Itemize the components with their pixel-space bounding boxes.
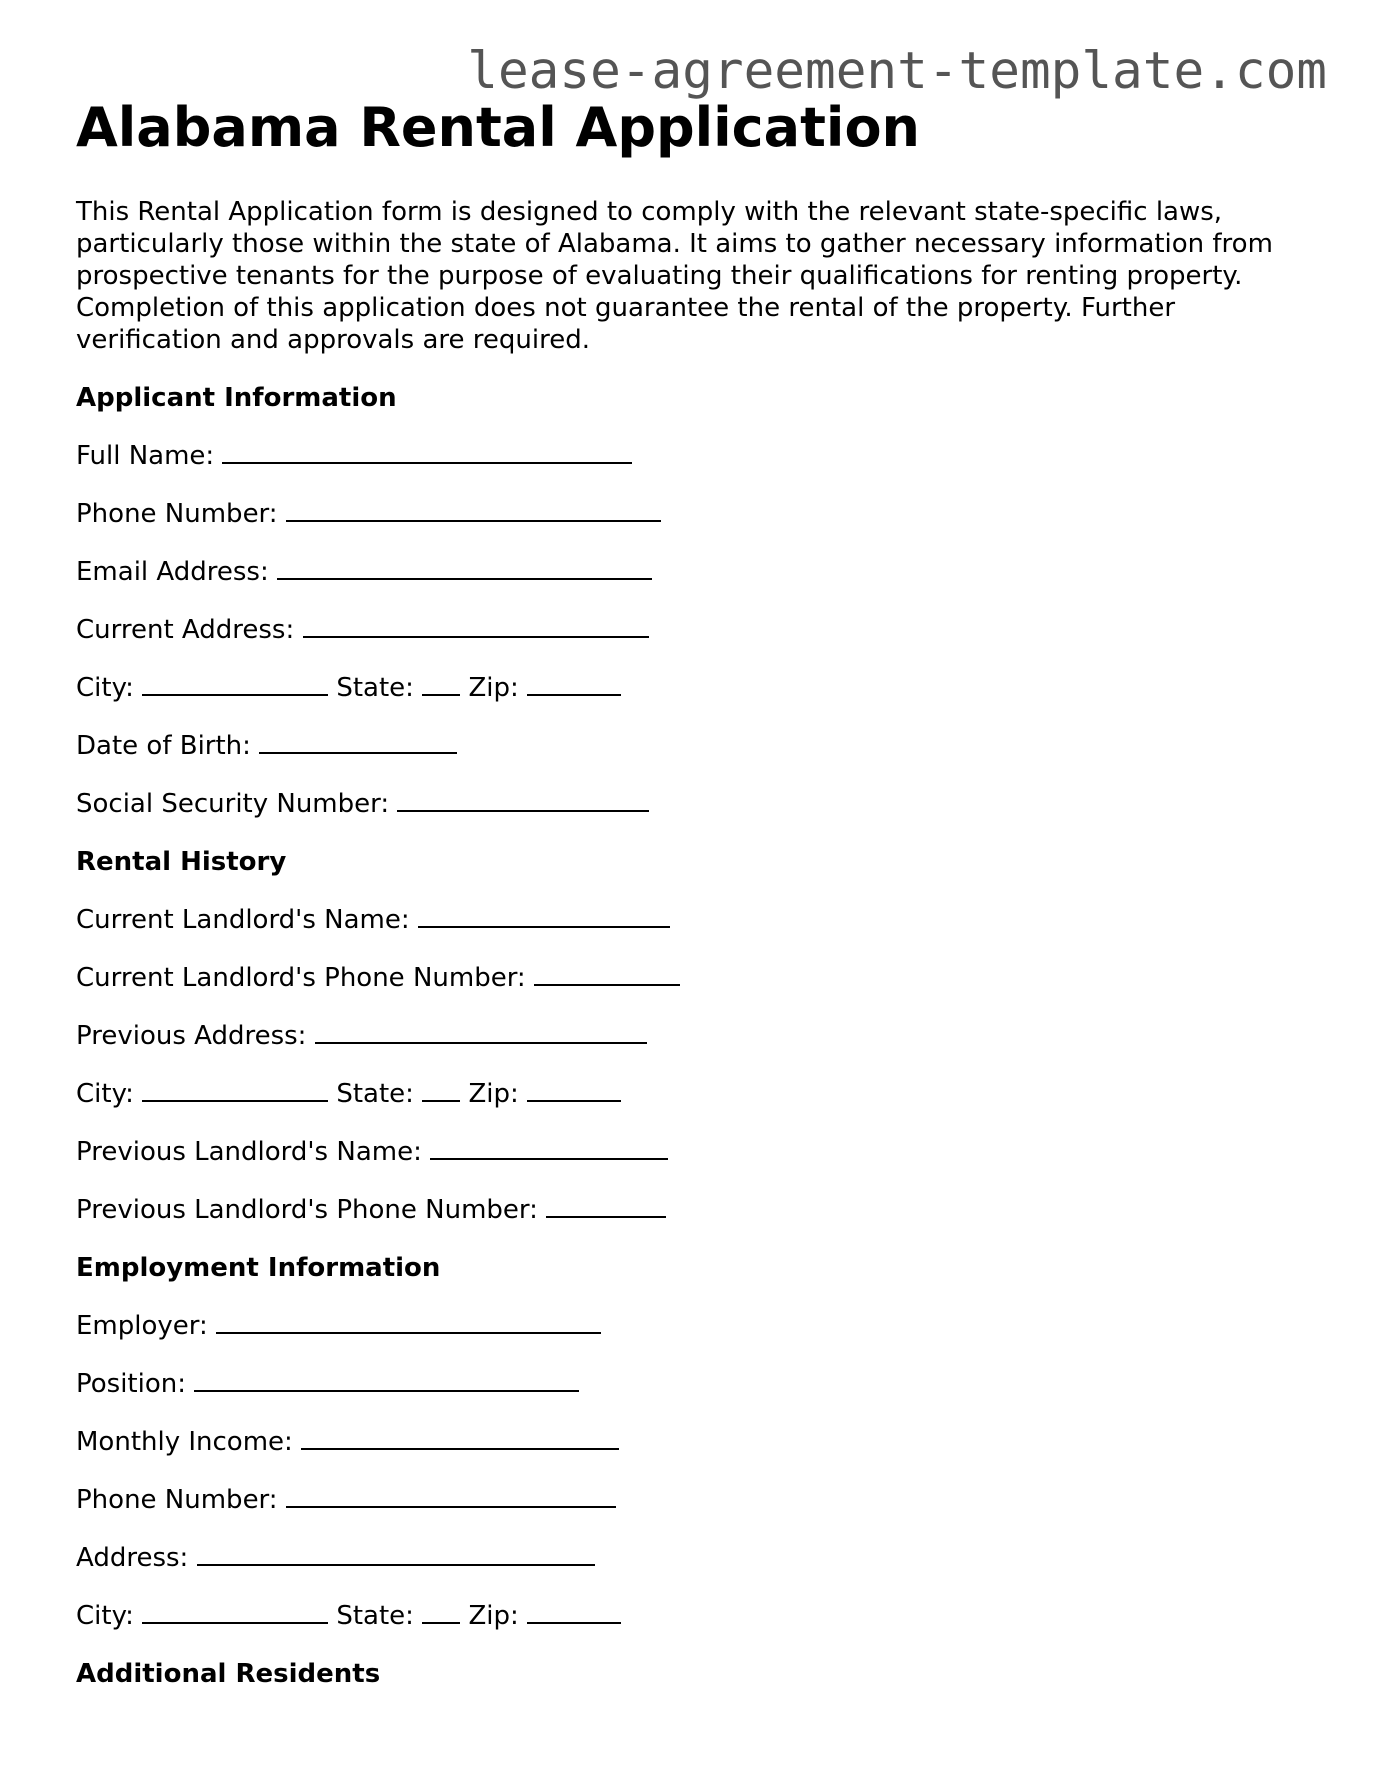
field-label: Current Landlord's Name: [76, 905, 410, 935]
field-label: Position: [76, 1369, 186, 1399]
zip-label: Zip: [468, 1079, 519, 1109]
section-heading-applicant: Applicant Information [76, 383, 397, 413]
employer-blank[interactable] [216, 1310, 601, 1334]
state-blank[interactable] [422, 1078, 460, 1102]
full-name-blank[interactable] [222, 440, 632, 464]
field-full-name [76, 440, 632, 472]
zip-blank[interactable] [527, 1600, 621, 1624]
field-city-state-zip [76, 672, 621, 704]
field-employer [76, 1310, 601, 1342]
position-blank[interactable] [194, 1368, 579, 1392]
state-blank[interactable] [422, 672, 460, 696]
intro-paragraph: This Rental Application form is designed to comply with the relevant state-specific laws, particularly those within the state of Alabama. It aims to gather necessary information from prospective tenants for the purpose of evaluating their qualifications for renting property. Completion of this application does not guarantee the rental of the property. Further verification and approvals are required. [76, 197, 1273, 355]
field-date-of-birth [76, 730, 457, 762]
state-label: State: [336, 1079, 414, 1109]
field-label: Address: [76, 1543, 189, 1573]
field-label: Date of Birth: [76, 731, 251, 761]
field-previous-address [76, 1020, 647, 1052]
city-label: City: [76, 673, 134, 703]
city-label: City: [76, 1601, 134, 1631]
zip-label: Zip: [468, 1601, 519, 1631]
field-prev-city-state-zip [76, 1078, 621, 1110]
state-blank[interactable] [422, 1600, 460, 1624]
field-label: Full Name: [76, 441, 215, 471]
field-ssn [76, 788, 649, 820]
prev-landlord-phone-blank[interactable] [546, 1194, 666, 1218]
prev-landlord-name-blank[interactable] [430, 1136, 668, 1160]
field-label: Phone Number: [76, 1485, 278, 1515]
city-label: City: [76, 1079, 134, 1109]
field-label: Previous Landlord's Name: [76, 1137, 422, 1167]
state-label: State: [336, 673, 414, 703]
city-blank[interactable] [142, 1078, 328, 1102]
field-phone-number [76, 498, 661, 530]
field-label: Monthly Income: [76, 1427, 293, 1457]
current-address-blank[interactable] [303, 614, 649, 638]
field-current-address [76, 614, 649, 646]
landlord-phone-blank[interactable] [534, 962, 680, 986]
page-title: Alabama Rental Application [76, 96, 920, 159]
email-address-blank[interactable] [277, 556, 652, 580]
field-label: Current Address: [76, 615, 295, 645]
field-employer-address [76, 1542, 595, 1574]
field-employer-phone [76, 1484, 616, 1516]
date-of-birth-blank[interactable] [259, 730, 457, 754]
section-heading-rental-history: Rental History [76, 847, 287, 877]
field-position [76, 1368, 579, 1400]
zip-blank[interactable] [527, 1078, 621, 1102]
field-label: Phone Number: [76, 499, 278, 529]
field-label: Current Landlord's Phone Number: [76, 963, 526, 993]
zip-label: Zip: [468, 673, 519, 703]
field-label: Previous Address: [76, 1021, 307, 1051]
landlord-name-blank[interactable] [418, 904, 670, 928]
city-blank[interactable] [142, 1600, 328, 1624]
form-document [76, 96, 1316, 356]
ssn-blank[interactable] [397, 788, 649, 812]
field-prev-landlord-phone [76, 1194, 666, 1226]
field-landlord-phone [76, 962, 680, 994]
field-label: Social Security Number: [76, 789, 390, 819]
field-monthly-income [76, 1426, 619, 1458]
state-label: State: [336, 1601, 414, 1631]
field-label: Previous Landlord's Phone Number: [76, 1195, 538, 1225]
field-email-address [76, 556, 652, 588]
field-label: Employer: [76, 1311, 208, 1341]
field-label: Email Address: [76, 557, 269, 587]
site-watermark: lease-agreement-template.com [467, 42, 1327, 101]
phone-number-blank[interactable] [286, 498, 661, 522]
monthly-income-blank[interactable] [301, 1426, 619, 1450]
field-employer-city-state-zip [76, 1600, 621, 1632]
zip-blank[interactable] [527, 672, 621, 696]
city-blank[interactable] [142, 672, 328, 696]
section-heading-employment: Employment Information [76, 1253, 441, 1283]
field-prev-landlord-name [76, 1136, 668, 1168]
employer-phone-blank[interactable] [286, 1484, 616, 1508]
field-landlord-name [76, 904, 670, 936]
previous-address-blank[interactable] [315, 1020, 647, 1044]
section-heading-residents: Additional Residents [76, 1659, 381, 1689]
employer-address-blank[interactable] [197, 1542, 595, 1566]
